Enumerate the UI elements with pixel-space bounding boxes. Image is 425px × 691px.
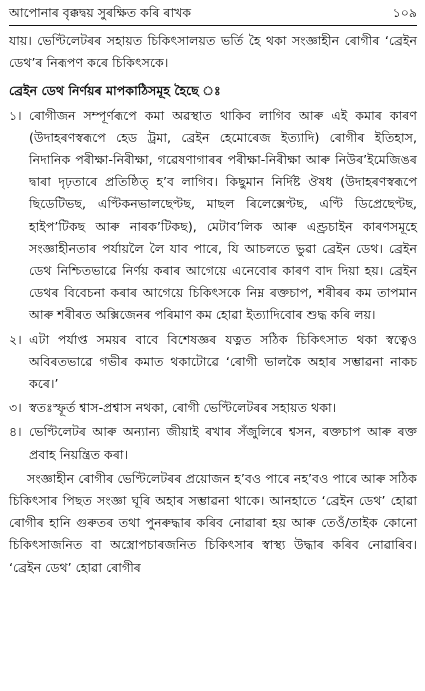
criteria-item <box>9 329 417 396</box>
criteria-text: এটা পৰ্যাপ্ত সময়ৰ বাবে বিশেষজ্ঞৰ যত্নত সঠিক চিকিৎসাত থকা স্বত্বেও অবিৰতভাৱে গভীৰ কমাত থকাটোৱে ‘ৰোগী ভালকৈ অহাৰ সম্ভাৱনা নাকচ কৰে।’ <box>29 331 417 392</box>
criteria-text: ৰোগীজন সম্পূৰ্ণৰূপে কমা অৱস্থাত থাকিব লাগিব আৰু এই কমাৰ কাৰণ (উদাহৰণস্বৰূপে হেড ট্ৰমা, ব্ৰেইন হেমোৰেজ ইত্যাদি) ৰোগীৰ ইতিহাস, নিদানিক পৰীক্ষা-নিৰীক্ষা, গৱেষণাগাৰৰ পৰীক্ষা-নিৰীক্ষা আৰু নিউৰ’ইমেজিঙৰ দ্বাৰা দৃঢ়তাৰে প্ৰতিষ্ঠিত্‌ হ’ব লাগিব। কিছুমান নিৰ্দিষ্ট ঔষধ (উদাহৰণস্বৰূপে ছিডেটিভছ, এণ্টিকনভালছেণ্টছ, মাছল ৰিলেক্সেণ্টছ, এণ্টি ডিপ্ৰেছেণ্টছ, হাইপ’টিকছ আৰু নাৰক’টিকছ), মেটাব’লিক আৰু এণ্ড্ৰচাইন কাৰণসমূহে সংজ্ঞাহীনতাৰ পৰ্যায়লৈ লৈ যাব পাৰে, যি আচলতে ভুৱা ব্ৰেইন ডেথ। ব্ৰেইন ডেথ নিশ্চিতভাৱে নিৰ্ণয় কৰাৰ আগেয়ে এনেবোৰ কাৰণ বাদ দিয়া হয়। ব্ৰেইন ডেথৰ বিবেচনা কৰাৰ আগেয়ে চিকিৎসকে নিম্ন ৰক্তচাপ, শৰীৰৰ কম তাপমান আৰু শৰীৰত অক্সিজেনৰ পৰিমাণ কম হোৱা ইত্যাদিবোৰ শুদ্ধ কৰি লয়। <box>29 107 417 323</box>
running-header <box>9 4 417 22</box>
criteria-item <box>9 421 417 465</box>
criteria-number: ৩। <box>9 400 22 416</box>
section-heading: ব্ৰেইন ডেথ নিৰ্ণয়ৰ মাপকাঠিসমূহ হৈছে ঃ <box>9 83 221 99</box>
criteria-number: ৪। <box>9 424 22 440</box>
running-title: আপোনাৰ বৃক্কদ্বয় সুৰক্ষিত কৰি ৰাখক <box>9 5 192 20</box>
criteria-text: ভেণ্টিলেটৰ আৰু অন্যান্য জীয়াই ৰখাৰ সঁজুলিৰে শ্বসন, ৰক্তচাপ আৰু ৰক্ত প্ৰবাহ নিয়ন্ত্ৰিত কৰা। <box>29 424 417 462</box>
criteria-item <box>9 105 417 327</box>
criteria-list <box>9 105 417 466</box>
criteria-number: ১। <box>9 107 22 123</box>
header-rule <box>9 25 417 26</box>
closing-paragraph: সংজ্ঞাহীন ৰোগীৰ ভেণ্টিলেটৰৰ প্ৰয়োজন হ’বও পাৰে নহ’বও পাৰে আৰু সঠিক চিকিৎসাৰ পিছত সংজ্ঞা ঘূৰি অহাৰ সম্ভাৱনা থাকে। আনহাতে ‘ব্ৰেইন ডেথ’ হোৱা ৰোগীৰ হানি গুৰুতৰ তথা পুনৰুদ্ধাৰ কৰিব নোৱাৰা হয় আৰু তেওঁ/তাইক কোনো চিকিৎসাজনিত বা অস্ত্ৰোপচাৰজনিত চিকিৎসাৰ স্বাস্থ্য উদ্ধাৰ কৰিব নোৱাৰিব। ‘ব্ৰেইন ডেথ’ হোৱা ৰোগীৰ <box>9 470 417 575</box>
criteria-item <box>9 397 417 419</box>
criteria-number: ২। <box>9 331 22 347</box>
criteria-text: স্বতঃস্ফূৰ্ত শ্বাস-প্ৰশ্বাস নথকা, ৰোগী ভেণ্টিলেটৰৰ সহায়ত থকা। <box>29 400 337 416</box>
intro-paragraph: যায়। ভেণ্টিলেটৰৰ সহায়ত চিকিৎসালয়ত ভৰ্তি হৈ থকা সংজ্ঞাহীন ৰোগীৰ ‘ব্ৰেইন ডেথ’ৰ নিৰূপণ কৰে চিকিৎসকে। <box>9 33 417 71</box>
page-number: ১০৯ <box>392 5 417 20</box>
